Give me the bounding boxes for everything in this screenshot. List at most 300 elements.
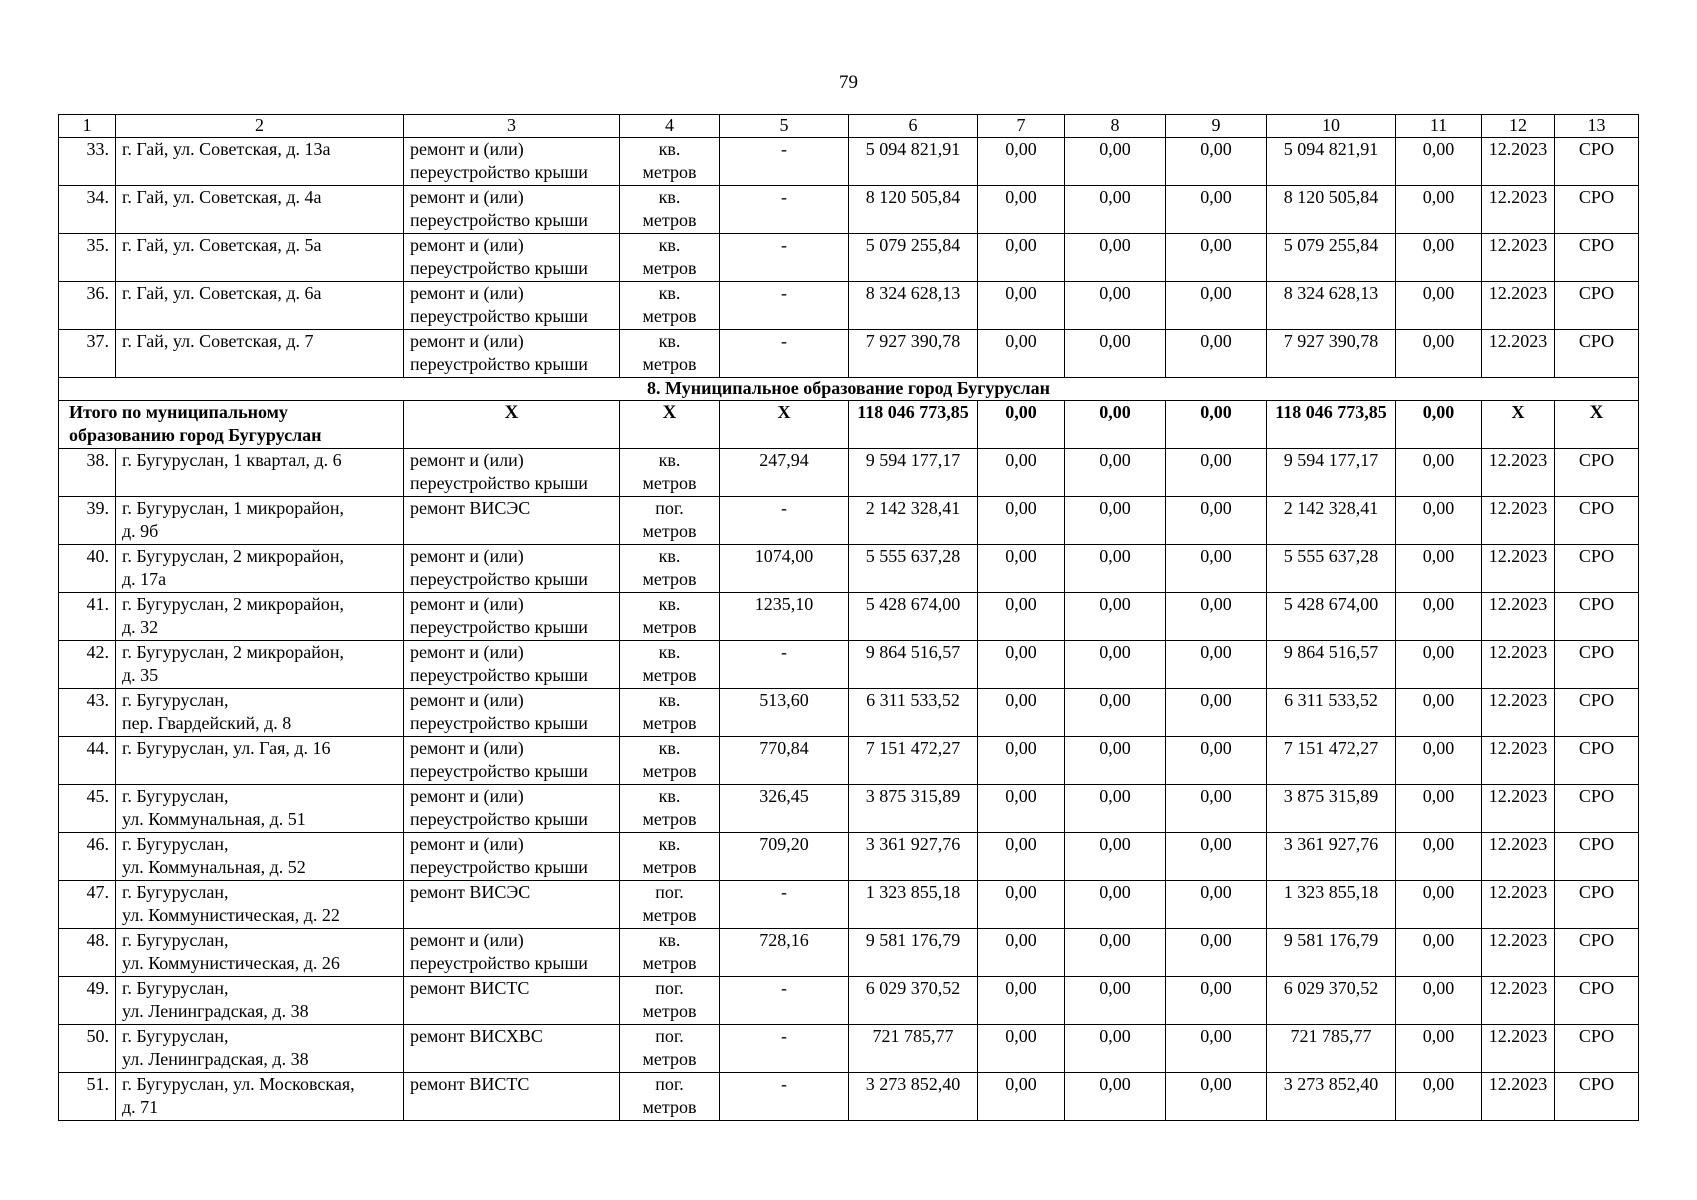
row-number: 47. [59,881,116,929]
table-row [59,234,1639,282]
organization-cell: СРО [1555,186,1639,234]
value-cell-c9: 0,00 [1166,785,1267,833]
total-cell-c6: 118 046 773,85 [849,401,978,449]
address-cell-line: д. 17а [122,569,167,589]
value-cell-c10: 8 324 628,13 [1267,282,1396,330]
value-cell-c5: 513,60 [720,689,849,737]
address-cell-line: г. Бугуруслан, [122,930,229,950]
address-cell [116,330,404,378]
value-cell-c12: 12.2023 [1482,545,1555,593]
row-number: 37. [59,330,116,378]
value-cell-c9: 0,00 [1166,977,1267,1025]
work-type-cell [404,1073,620,1121]
value-cell-c6: 8 324 628,13 [849,282,978,330]
unit-cell [620,282,720,330]
work-type-cell-line: ремонт и (или) [410,546,524,566]
work-type-cell-line: переустройство крыши [410,761,588,781]
row-number: 45. [59,785,116,833]
column-number: 1 [59,115,116,138]
value-cell-c10: 5 428 674,00 [1267,593,1396,641]
value-cell-c7: 0,00 [978,497,1065,545]
column-number: 4 [620,115,720,138]
value-cell-c11: 0,00 [1396,737,1482,785]
value-cell-c11: 0,00 [1396,833,1482,881]
column-number: 6 [849,115,978,138]
unit-cell-line: пог. [655,498,684,518]
value-cell-c10: 3 875 315,89 [1267,785,1396,833]
value-cell-c5: - [720,497,849,545]
work-type-cell [404,234,620,282]
address-cell-line: г. Бугуруслан, [122,690,229,710]
total-cell-c11: 0,00 [1396,401,1482,449]
value-cell-c12: 12.2023 [1482,977,1555,1025]
work-type-cell-line: ремонт и (или) [410,235,524,255]
value-cell-c8: 0,00 [1065,641,1166,689]
value-cell-c5: 1235,10 [720,593,849,641]
value-cell-c7: 0,00 [978,330,1065,378]
value-cell-c12: 12.2023 [1482,833,1555,881]
unit-cell [620,186,720,234]
value-cell-c5: 247,94 [720,449,849,497]
row-number: 44. [59,737,116,785]
value-cell-c9: 0,00 [1166,641,1267,689]
unit-cell [620,330,720,378]
row-number: 39. [59,497,116,545]
value-cell-c6: 5 428 674,00 [849,593,978,641]
section-title: 8. Муниципальное образование город Бугуруслан [59,378,1639,401]
unit-cell-line: кв. [658,642,681,662]
address-cell-line: д. 32 [122,617,159,637]
repair-register-table [58,114,1639,1121]
value-cell-c7: 0,00 [978,545,1065,593]
value-cell-c12: 12.2023 [1482,138,1555,186]
address-cell-line: г. Гай, ул. Советская, д. 7 [122,331,314,351]
unit-cell [620,138,720,186]
value-cell-c9: 0,00 [1166,497,1267,545]
value-cell-c12: 12.2023 [1482,497,1555,545]
total-label [59,401,404,449]
value-cell-c11: 0,00 [1396,641,1482,689]
value-cell-c6: 6 029 370,52 [849,977,978,1025]
value-cell-c9: 0,00 [1166,689,1267,737]
value-cell-c8: 0,00 [1065,593,1166,641]
value-cell-c5: - [720,330,849,378]
row-number: 33. [59,138,116,186]
value-cell-c7: 0,00 [978,929,1065,977]
value-cell-c12: 12.2023 [1482,593,1555,641]
unit-cell [620,689,720,737]
address-cell [116,1025,404,1073]
value-cell-c8: 0,00 [1065,138,1166,186]
value-cell-c10: 9 594 177,17 [1267,449,1396,497]
organization-cell: СРО [1555,497,1639,545]
value-cell-c7: 0,00 [978,833,1065,881]
work-type-cell-line: переустройство крыши [410,953,588,973]
unit-cell-line: метров [642,354,697,374]
address-cell-line: г. Бугуруслан, [122,978,229,998]
row-number: 48. [59,929,116,977]
unit-cell [620,641,720,689]
address-cell-line: г. Бугуруслан, 1 квартал, д. 6 [122,450,342,470]
value-cell-c6: 9 864 516,57 [849,641,978,689]
column-number: 13 [1555,115,1639,138]
value-cell-c10: 5 079 255,84 [1267,234,1396,282]
total-cell-c7: 0,00 [978,401,1065,449]
work-type-cell-line: ремонт и (или) [410,690,524,710]
value-cell-c12: 12.2023 [1482,1073,1555,1121]
work-type-cell-line: переустройство крыши [410,809,588,829]
unit-cell-line: метров [642,617,697,637]
value-cell-c11: 0,00 [1396,689,1482,737]
organization-cell: СРО [1555,138,1639,186]
address-cell-line: г. Бугуруслан, [122,786,229,806]
work-type-cell-line: переустройство крыши [410,306,588,326]
value-cell-c8: 0,00 [1065,929,1166,977]
value-cell-c10: 6 029 370,52 [1267,977,1396,1025]
value-cell-c6: 8 120 505,84 [849,186,978,234]
value-cell-c9: 0,00 [1166,138,1267,186]
address-cell [116,497,404,545]
column-number: 8 [1065,115,1166,138]
value-cell-c8: 0,00 [1065,737,1166,785]
value-cell-c7: 0,00 [978,1025,1065,1073]
unit-cell [620,1025,720,1073]
work-type-cell-line: переустройство крыши [410,617,588,637]
unit-cell-line: метров [642,713,697,733]
table-row [59,881,1639,929]
work-type-cell [404,929,620,977]
value-cell-c8: 0,00 [1065,449,1166,497]
value-cell-c11: 0,00 [1396,1073,1482,1121]
unit-cell-line: кв. [658,546,681,566]
address-cell [116,833,404,881]
work-type-cell-line: переустройство крыши [410,210,588,230]
address-cell [116,1073,404,1121]
work-type-cell [404,186,620,234]
work-type-cell-line: ремонт и (или) [410,738,524,758]
value-cell-c10: 2 142 328,41 [1267,497,1396,545]
address-cell-line: г. Гай, ул. Советская, д. 13а [122,139,331,159]
unit-cell-line: кв. [658,930,681,950]
value-cell-c12: 12.2023 [1482,234,1555,282]
value-cell-c6: 3 875 315,89 [849,785,978,833]
row-number: 38. [59,449,116,497]
unit-cell [620,234,720,282]
work-type-cell [404,330,620,378]
column-number: 3 [404,115,620,138]
value-cell-c10: 6 311 533,52 [1267,689,1396,737]
total-cell-c5: Х [720,401,849,449]
work-type-cell-line: переустройство крыши [410,473,588,493]
row-number: 35. [59,234,116,282]
value-cell-c9: 0,00 [1166,593,1267,641]
address-cell [116,449,404,497]
value-cell-c6: 9 581 176,79 [849,929,978,977]
column-number: 2 [116,115,404,138]
table-row [59,186,1639,234]
unit-cell [620,785,720,833]
unit-cell [620,449,720,497]
unit-cell-line: кв. [658,187,681,207]
address-cell-line: г. Бугуруслан, ул. Гая, д. 16 [122,738,331,758]
value-cell-c10: 3 361 927,76 [1267,833,1396,881]
value-cell-c11: 0,00 [1396,785,1482,833]
address-cell-line: ул. Коммунистическая, д. 26 [122,953,340,973]
value-cell-c7: 0,00 [978,234,1065,282]
address-cell [116,641,404,689]
value-cell-c7: 0,00 [978,138,1065,186]
address-cell-line: ул. Ленинградская, д. 38 [122,1049,309,1069]
unit-cell-line: метров [642,1049,697,1069]
unit-cell-line: кв. [658,331,681,351]
work-type-cell-line: переустройство крыши [410,713,588,733]
unit-cell [620,977,720,1025]
work-type-cell-line: переустройство крыши [410,569,588,589]
value-cell-c6: 9 594 177,17 [849,449,978,497]
address-cell-line: д. 71 [122,1097,159,1117]
organization-cell: СРО [1555,641,1639,689]
unit-cell-line: кв. [658,235,681,255]
organization-cell: СРО [1555,833,1639,881]
value-cell-c10: 7 927 390,78 [1267,330,1396,378]
value-cell-c11: 0,00 [1396,593,1482,641]
organization-cell: СРО [1555,977,1639,1025]
address-cell-line: г. Гай, ул. Советская, д. 5а [122,235,322,255]
unit-cell-line: метров [642,953,697,973]
value-cell-c9: 0,00 [1166,929,1267,977]
column-number: 12 [1482,115,1555,138]
row-number: 50. [59,1025,116,1073]
unit-cell-line: кв. [658,834,681,854]
value-cell-c6: 1 323 855,18 [849,881,978,929]
value-cell-c8: 0,00 [1065,330,1166,378]
unit-cell-line: метров [642,258,697,278]
organization-cell: СРО [1555,282,1639,330]
value-cell-c9: 0,00 [1166,833,1267,881]
page-number: 79 [839,72,858,93]
table-row [59,833,1639,881]
table-row [59,977,1639,1025]
value-cell-c8: 0,00 [1065,977,1166,1025]
table-row [59,785,1639,833]
value-cell-c7: 0,00 [978,689,1065,737]
address-cell-line: ул. Коммунистическая, д. 22 [122,905,340,925]
organization-cell: СРО [1555,689,1639,737]
work-type-cell-line: ремонт и (или) [410,331,524,351]
value-cell-c8: 0,00 [1065,234,1166,282]
value-cell-c5: - [720,641,849,689]
address-cell-line: ул. Ленинградская, д. 38 [122,1001,309,1021]
address-cell [116,234,404,282]
value-cell-c12: 12.2023 [1482,881,1555,929]
address-cell [116,689,404,737]
work-type-cell-line: ремонт и (или) [410,594,524,614]
row-number: 34. [59,186,116,234]
value-cell-c5: - [720,234,849,282]
value-cell-c12: 12.2023 [1482,186,1555,234]
unit-cell [620,593,720,641]
address-cell-line: г. Бугуруслан, ул. Московская, [122,1074,355,1094]
work-type-cell [404,689,620,737]
value-cell-c5: - [720,282,849,330]
row-number: 41. [59,593,116,641]
unit-cell-line: кв. [658,690,681,710]
value-cell-c5: - [720,138,849,186]
unit-cell [620,833,720,881]
value-cell-c8: 0,00 [1065,497,1166,545]
address-cell [116,282,404,330]
work-type-cell-line: ремонт ВИСЭС [410,498,531,518]
organization-cell: СРО [1555,1025,1639,1073]
value-cell-c11: 0,00 [1396,497,1482,545]
value-cell-c5: 728,16 [720,929,849,977]
work-type-cell [404,833,620,881]
work-type-cell [404,138,620,186]
address-cell-line: г. Бугуруслан, [122,834,229,854]
address-cell-line: д. 35 [122,665,159,685]
work-type-cell [404,497,620,545]
address-cell [116,737,404,785]
organization-cell: СРО [1555,545,1639,593]
unit-cell-line: кв. [658,594,681,614]
column-number: 5 [720,115,849,138]
table-row [59,330,1639,378]
section-heading-row [59,378,1639,401]
total-label-line: Итого по муниципальному [69,402,288,422]
value-cell-c12: 12.2023 [1482,641,1555,689]
value-cell-c8: 0,00 [1065,881,1166,929]
organization-cell: СРО [1555,881,1639,929]
unit-cell-line: метров [642,473,697,493]
table-row [59,1025,1639,1073]
value-cell-c11: 0,00 [1396,138,1482,186]
row-number: 46. [59,833,116,881]
organization-cell: СРО [1555,1073,1639,1121]
work-type-cell-line: переустройство крыши [410,665,588,685]
value-cell-c11: 0,00 [1396,234,1482,282]
work-type-cell-line: ремонт ВИСТС [410,978,530,998]
value-cell-c12: 12.2023 [1482,737,1555,785]
value-cell-c11: 0,00 [1396,1025,1482,1073]
unit-cell [620,929,720,977]
value-cell-c12: 12.2023 [1482,689,1555,737]
work-type-cell [404,641,620,689]
organization-cell: СРО [1555,737,1639,785]
address-cell [116,186,404,234]
value-cell-c6: 2 142 328,41 [849,497,978,545]
unit-cell-line: пог. [655,882,684,902]
table-row [59,929,1639,977]
work-type-cell-line: переустройство крыши [410,354,588,374]
value-cell-c12: 12.2023 [1482,282,1555,330]
work-type-cell-line: ремонт ВИСТС [410,1074,530,1094]
value-cell-c7: 0,00 [978,977,1065,1025]
table-row [59,449,1639,497]
total-cell-c13: Х [1555,401,1639,449]
address-cell-line: ул. Коммунальная, д. 52 [122,857,306,877]
value-cell-c7: 0,00 [978,737,1065,785]
row-number: 40. [59,545,116,593]
work-type-cell-line: ремонт ВИСХВС [410,1026,543,1046]
total-cell-c9: 0,00 [1166,401,1267,449]
value-cell-c5: - [720,1025,849,1073]
value-cell-c5: - [720,1073,849,1121]
total-label-line: образованию город Бугуруслан [69,425,322,445]
value-cell-c11: 0,00 [1396,929,1482,977]
total-cell-c12: Х [1482,401,1555,449]
value-cell-c6: 5 555 637,28 [849,545,978,593]
table-row [59,737,1639,785]
value-cell-c9: 0,00 [1166,330,1267,378]
value-cell-c7: 0,00 [978,785,1065,833]
table-row [59,641,1639,689]
table-row [59,497,1639,545]
address-cell [116,977,404,1025]
value-cell-c10: 1 323 855,18 [1267,881,1396,929]
unit-cell-line: метров [642,761,697,781]
value-cell-c9: 0,00 [1166,449,1267,497]
work-type-cell [404,737,620,785]
unit-cell-line: метров [642,210,697,230]
organization-cell: СРО [1555,785,1639,833]
value-cell-c5: 326,45 [720,785,849,833]
value-cell-c5: - [720,186,849,234]
total-cell-c4: Х [620,401,720,449]
address-cell-line: ул. Коммунальная, д. 51 [122,809,306,829]
unit-cell-line: пог. [655,978,684,998]
column-number: 10 [1267,115,1396,138]
unit-cell [620,737,720,785]
table-row [59,689,1639,737]
organization-cell: СРО [1555,929,1639,977]
address-cell-line: г. Бугуруслан, [122,882,229,902]
value-cell-c12: 12.2023 [1482,330,1555,378]
unit-cell-line: пог. [655,1026,684,1046]
work-type-cell-line: ремонт и (или) [410,930,524,950]
value-cell-c6: 6 311 533,52 [849,689,978,737]
row-number: 42. [59,641,116,689]
value-cell-c6: 7 927 390,78 [849,330,978,378]
value-cell-c8: 0,00 [1065,833,1166,881]
value-cell-c12: 12.2023 [1482,929,1555,977]
work-type-cell-line: ремонт и (или) [410,834,524,854]
work-type-cell [404,881,620,929]
total-row [59,401,1639,449]
organization-cell: СРО [1555,234,1639,282]
address-cell [116,929,404,977]
work-type-cell-line: ремонт и (или) [410,786,524,806]
value-cell-c5: 709,20 [720,833,849,881]
address-cell [116,881,404,929]
address-cell [116,593,404,641]
address-cell-line: г. Бугуруслан, 2 микрорайон, [122,642,345,662]
work-type-cell [404,449,620,497]
address-cell [116,545,404,593]
address-cell-line: г. Гай, ул. Советская, д. 4а [122,187,322,207]
value-cell-c9: 0,00 [1166,234,1267,282]
address-cell [116,138,404,186]
value-cell-c11: 0,00 [1396,282,1482,330]
value-cell-c5: 1074,00 [720,545,849,593]
unit-cell-line: метров [642,665,697,685]
unit-cell [620,1073,720,1121]
value-cell-c11: 0,00 [1396,330,1482,378]
work-type-cell-line: ремонт и (или) [410,450,524,470]
unit-cell [620,497,720,545]
unit-cell-line: кв. [658,283,681,303]
work-type-cell-line: ремонт и (или) [410,283,524,303]
row-number: 36. [59,282,116,330]
